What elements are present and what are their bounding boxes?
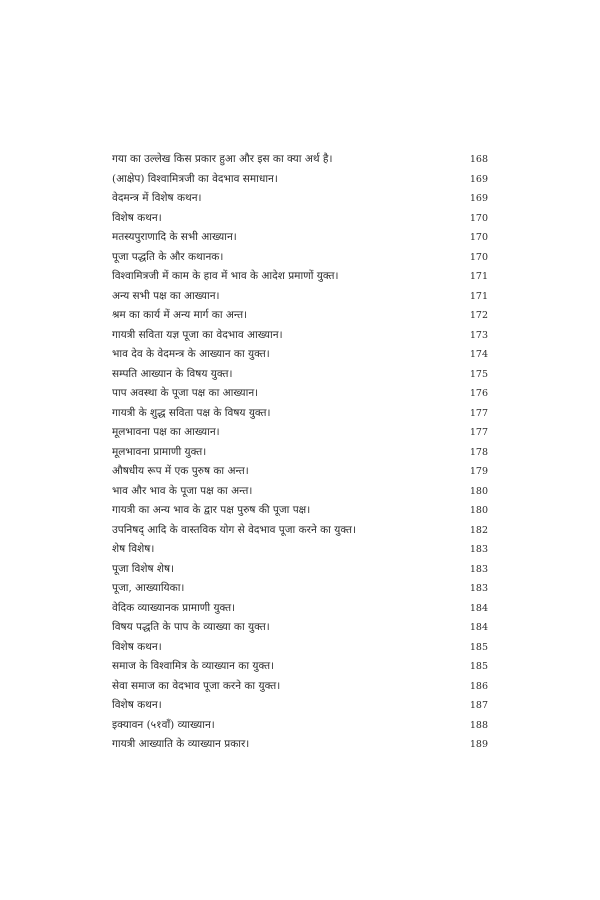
toc-entry-title: पूजा पद्धति के और कथानक। xyxy=(112,250,224,263)
toc-entry xyxy=(112,326,488,346)
toc-entry-page: 182 xyxy=(469,524,488,536)
toc-entry xyxy=(112,306,488,326)
toc-entry-title: शेष विशेष। xyxy=(112,543,155,555)
toc-entry-page: 175 xyxy=(469,368,488,380)
toc-entry-page: 177 xyxy=(469,407,488,419)
toc-entry xyxy=(112,287,488,307)
toc-entry-page: 186 xyxy=(469,680,488,692)
toc-entry-page: 174 xyxy=(469,349,488,360)
toc-entry-page: 171 xyxy=(469,290,488,302)
toc-entry-page: 169 xyxy=(469,193,488,204)
toc-entry-title: औषधीय रूप में एक पुरुष का अन्त। xyxy=(112,465,249,477)
toc-entry-page: 188 xyxy=(469,719,488,731)
toc-entry xyxy=(112,657,488,677)
toc-entry-title: गायत्री के शुद्ध सविता पक्ष के विषय युक्त। xyxy=(112,406,271,419)
toc-entry xyxy=(112,228,488,248)
toc-entry-title: सेवा समाज का वेदभाव पूजा करने का युक्त। xyxy=(112,679,281,692)
toc-entry-title: उपनिषद् आदि के वास्तविक योग से वेदभाव पूजा करने का युक्त। xyxy=(112,523,356,536)
toc-entry-page: 177 xyxy=(469,427,488,438)
toc-entry xyxy=(112,150,488,170)
toc-entry xyxy=(112,579,488,599)
toc-entry xyxy=(112,599,488,619)
toc-entry-title: मूलभावना पक्ष का आख्यान। xyxy=(112,426,220,438)
toc-entry-title: विश्वामित्रजी में काम के हाव में भाव के आदेश प्रमाणों युक्त। xyxy=(112,270,339,282)
toc-entry-page: 178 xyxy=(469,446,488,458)
toc-entry-title: गायत्री का अन्य भाव के द्वार पक्ष पुरुष की पूजा पक्ष। xyxy=(112,504,311,516)
toc-entry xyxy=(112,443,488,463)
toc-entry-title: पूजा विशेष शेष। xyxy=(112,562,175,575)
toc-entry-title: वेदिक व्याख्यानक प्रामाणी युक्त। xyxy=(112,601,236,614)
toc-entry-title: गायत्री आख्याति के व्याख्यान प्रकार। xyxy=(112,738,250,750)
toc-entry xyxy=(112,423,488,443)
toc-entry-title: समाज के विश्वामित्र के व्याख्यान का युक्त। xyxy=(112,660,275,672)
toc-entry-title: गायत्री सविता यज्ञ पूजा का वेदभाव आख्यान। xyxy=(112,328,283,341)
toc-entry xyxy=(112,735,488,755)
toc-entry-title: विषय पद्धति के पाप के व्याख्या का युक्त। xyxy=(112,621,270,633)
toc-entry-title: इक्यावन (५१वाँ) व्याख्यान। xyxy=(112,718,215,731)
toc-entry-page: 169 xyxy=(469,173,488,185)
toc-entry xyxy=(112,696,488,716)
toc-entry-page: 179 xyxy=(469,466,488,477)
toc-entry-page: 170 xyxy=(469,212,488,224)
toc-entry-page: 187 xyxy=(469,700,488,711)
toc-entry-title: विशेष कथन। xyxy=(112,699,162,711)
toc-entry xyxy=(112,365,488,385)
toc-entry xyxy=(112,170,488,190)
toc-entry-page: 173 xyxy=(469,329,488,341)
toc-entry-page: 168 xyxy=(469,154,488,165)
toc-entry-page: 171 xyxy=(469,271,488,282)
toc-entry xyxy=(112,345,488,365)
toc-entry-page: 185 xyxy=(469,661,488,672)
toc-entry-page: 172 xyxy=(469,310,488,321)
toc-entry-title: भाव देव के वेदमन्त्र के आख्यान का युक्त। xyxy=(112,348,270,360)
toc-entry-title: गया का उल्लेख किस प्रकार हुआ और इस का क्या अर्थ है। xyxy=(112,153,333,165)
toc-entry xyxy=(112,384,488,404)
toc-entry-page: 189 xyxy=(469,739,488,750)
toc-entry-title: सम्पति आख्यान के विषय युक्त। xyxy=(112,367,233,380)
toc-entry xyxy=(112,482,488,502)
toc-entry xyxy=(112,248,488,268)
toc-entry-page: 183 xyxy=(469,544,488,555)
toc-entry-page: 180 xyxy=(469,505,488,516)
toc-entry-page: 170 xyxy=(469,232,488,243)
toc-entry xyxy=(112,189,488,209)
toc-entry xyxy=(112,462,488,482)
toc-entry-title: विशेष कथन। xyxy=(112,211,162,224)
toc-entry xyxy=(112,404,488,424)
toc-entry xyxy=(112,267,488,287)
toc-entry-title: मतस्यपुराणादि के सभी आख्यान। xyxy=(112,231,237,243)
toc-entry xyxy=(112,540,488,560)
toc-entry xyxy=(112,618,488,638)
toc-entry-title: भाव और भाव के पूजा पक्ष का अन्त। xyxy=(112,484,253,497)
toc-entry xyxy=(112,677,488,697)
toc-entry xyxy=(112,501,488,521)
toc-entry-page: 185 xyxy=(469,641,488,653)
toc-entry-title: श्रम का कार्य में अन्य मार्ग का अन्त। xyxy=(112,309,248,321)
toc-entry-page: 176 xyxy=(469,388,488,399)
toc-entry-page: 183 xyxy=(469,583,488,594)
toc-entry xyxy=(112,560,488,580)
toc-entry xyxy=(112,521,488,541)
toc-entry-page: 184 xyxy=(469,622,488,633)
toc-entry-title: वेदमन्त्र में विशेष कथन। xyxy=(112,192,202,204)
toc-entry-page: 180 xyxy=(469,485,488,497)
toc-entry-page: 170 xyxy=(469,251,488,263)
table-of-contents xyxy=(112,150,488,755)
toc-entry-title: मूलभावना प्रामाणी युक्त। xyxy=(112,445,207,458)
toc-entry-title: पाप अवस्था के पूजा पक्ष का आख्यान। xyxy=(112,387,259,399)
toc-entry-title: पूजा, आख्यायिका। xyxy=(112,582,185,594)
toc-entry xyxy=(112,638,488,658)
toc-entry xyxy=(112,209,488,229)
toc-entry-title: (आक्षेप) विश्वामित्रजी का वेदभाव समाधान। xyxy=(112,172,278,185)
toc-entry xyxy=(112,716,488,736)
toc-entry-page: 184 xyxy=(469,602,488,614)
toc-entry-title: विशेष कथन। xyxy=(112,640,162,653)
toc-entry-page: 183 xyxy=(469,563,488,575)
toc-entry-title: अन्य सभी पक्ष का आख्यान। xyxy=(112,289,220,302)
